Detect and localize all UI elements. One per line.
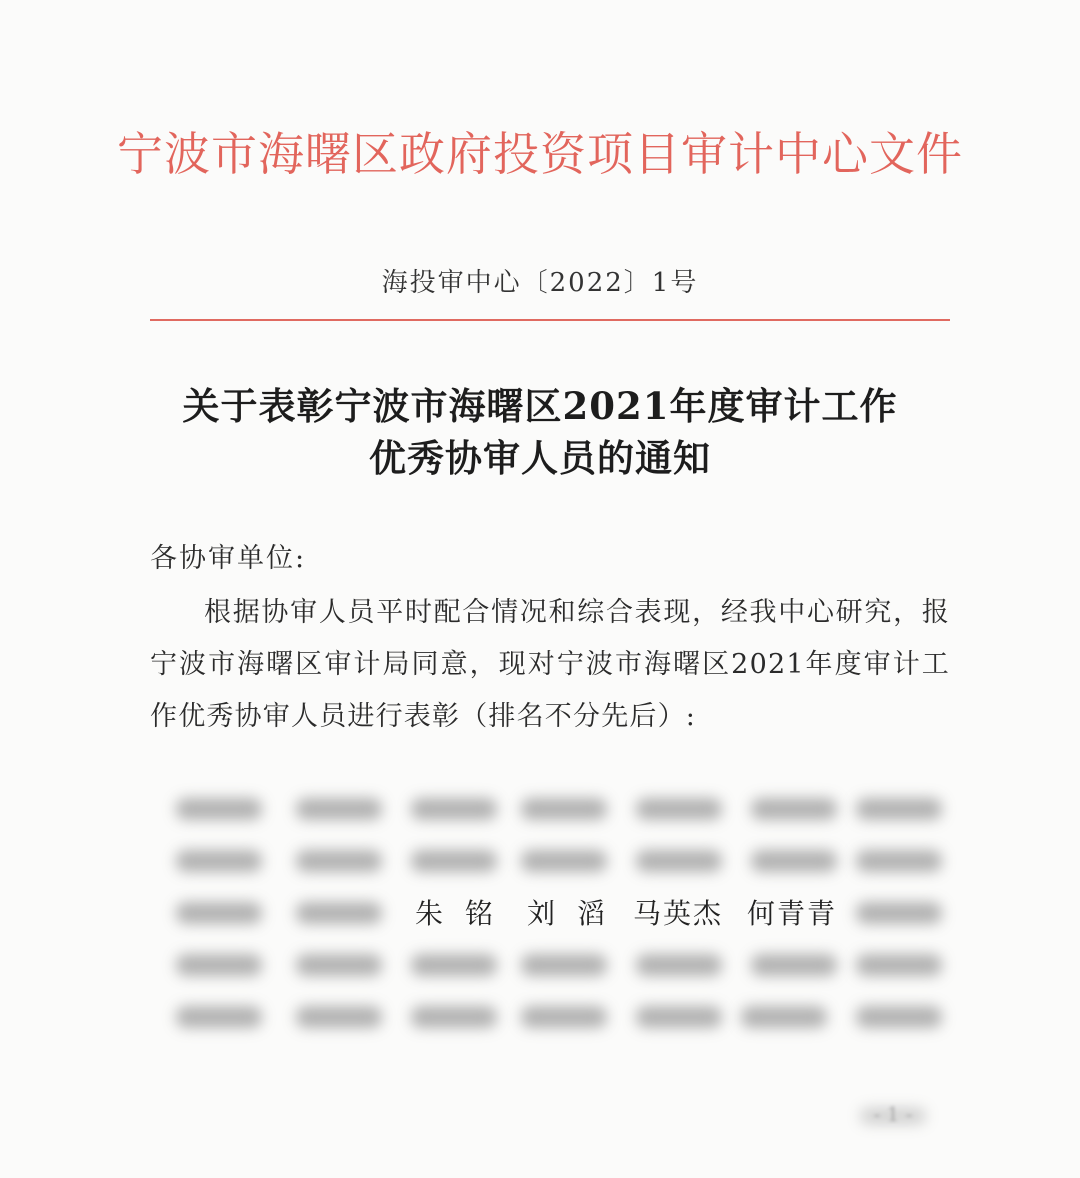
blurred-name bbox=[745, 944, 845, 984]
awardee-name bbox=[633, 892, 733, 932]
name-row bbox=[170, 892, 960, 936]
awardee-name-text: 何青青 bbox=[747, 897, 838, 930]
blurred-name bbox=[515, 996, 615, 1036]
blurred-name bbox=[405, 840, 505, 880]
blurred-name bbox=[850, 892, 950, 932]
doc-number: 海投审中心〔2022〕1号 bbox=[381, 268, 699, 298]
blurred-name bbox=[290, 788, 390, 828]
blurred-name bbox=[850, 996, 950, 1036]
awardee-name-text: 刘滔 bbox=[527, 897, 628, 930]
body-paragraph: 根据协审人员平时配合情况和综合表现，经我中心研究，报宁波市海曙区审计局同意，现对宁波市海曙区2021年度审计工作优秀协审人员进行表彰（排名不分先后）: bbox=[150, 597, 950, 732]
awardee-name bbox=[415, 892, 515, 932]
page-number-text: - 1 - bbox=[873, 1102, 913, 1126]
blurred-name bbox=[630, 840, 730, 880]
blurred-name bbox=[850, 944, 950, 984]
page-number bbox=[860, 1102, 930, 1132]
awardee-name bbox=[747, 892, 847, 932]
org-header: 宁波市海曙区政府投资项目审计中心文件 bbox=[117, 127, 963, 181]
blurred-name bbox=[170, 892, 270, 932]
blurred-name bbox=[630, 944, 730, 984]
blurred-name bbox=[735, 996, 835, 1036]
blurred-name bbox=[515, 944, 615, 984]
blurred-name bbox=[745, 840, 845, 880]
notice-title-line-1: 关于表彰宁波市海曙区2021年度审计工作 bbox=[182, 384, 898, 428]
blurred-name bbox=[290, 892, 390, 932]
blurred-name bbox=[850, 788, 950, 828]
blurred-name bbox=[290, 996, 390, 1036]
name-row bbox=[170, 944, 960, 988]
blurred-name bbox=[170, 996, 270, 1036]
blurred-name bbox=[405, 996, 505, 1036]
blurred-name bbox=[515, 840, 615, 880]
blurred-name bbox=[290, 840, 390, 880]
awardee-name-text: 马英杰 bbox=[633, 897, 724, 930]
blurred-name bbox=[405, 944, 505, 984]
red-divider bbox=[150, 319, 950, 321]
blurred-name bbox=[405, 788, 505, 828]
blurred-name bbox=[170, 840, 270, 880]
blurred-name bbox=[515, 788, 615, 828]
blurred-name bbox=[170, 944, 270, 984]
notice-title-line-2: 优秀协审人员的通知 bbox=[369, 436, 711, 480]
name-row bbox=[170, 788, 960, 832]
name-row bbox=[170, 840, 960, 884]
blurred-name bbox=[290, 944, 390, 984]
awardee-name-text: 朱铭 bbox=[415, 897, 516, 930]
blurred-name bbox=[630, 788, 730, 828]
salutation: 各协审单位: bbox=[150, 543, 307, 574]
name-row bbox=[170, 996, 960, 1040]
blurred-name bbox=[745, 788, 845, 828]
blurred-name bbox=[850, 840, 950, 880]
blurred-name bbox=[170, 788, 270, 828]
awardee-name bbox=[527, 892, 627, 932]
blurred-name bbox=[630, 996, 730, 1036]
